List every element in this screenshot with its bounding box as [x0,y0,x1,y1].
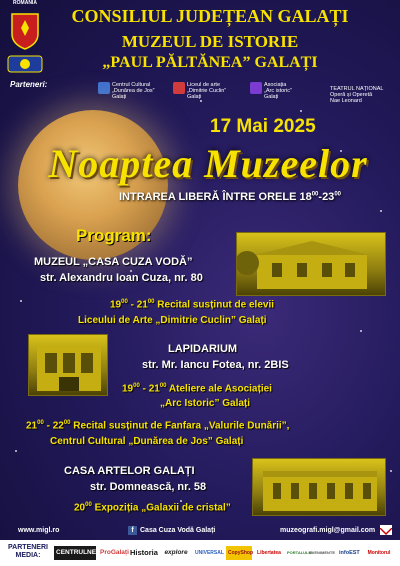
media-logo: ProGalați [100,549,129,556]
media-logo: Monitorul [367,550,391,556]
location-address: str. Alexandru Ioan Cuza, nr. 80 [40,272,203,284]
event-date: 17 Mai 2025 [210,116,316,137]
lapidarium-photo [28,334,108,396]
free-entry-notice: INTRAREA LIBERĂ ÎNTRE ORELE $18^{00}-23^{00}$ [118,191,341,203]
cultural-center-logo-icon [98,82,110,94]
location-address: str. Mr. Iancu Fotea, nr. 2BIS [142,359,289,371]
partner-national-theatre: TEATRUL NAȚIONAL Operă și Operetă Nae Leonard [330,86,384,104]
romania-label: ROMÂNIA [13,0,37,6]
location-address: str. Domnească, nr. 58 [90,481,207,493]
email-link[interactable]: muzeografi.migl@gmail.com [280,527,376,534]
location-title: CASA ARTELOR GALAȚI [64,465,195,477]
partner-label: Asociația „Arc istoric” Galați [264,82,292,100]
media-logo: CENTRULNEWS [54,546,96,560]
partner-label: Centrul Cultural „Dunărea de Jos” Galați [112,82,155,100]
event-title: Noaptea Muzeelor [48,141,368,186]
event-desc-1: Liceului de Arte „Dimitrie Cuclin” Galați [78,315,267,326]
media-logo: UNIVERSAL [195,550,224,556]
building-photo-icon [29,335,108,396]
media-partners-label: PARTENERI MEDIA: [8,544,48,559]
event-time-1: $19^{00} - 21^{00}$ Recital susținut de elevii [110,299,274,311]
event-time-3: $21^{00} - 22^{00}$ Recital susținut de Fanfara „Valurile Dunării”, [26,420,290,432]
facebook-icon: f [128,526,137,535]
location-title: LAPIDARIUM [168,343,238,355]
facebook-link[interactable]: Casa Cuza Vodă Galați [140,527,216,534]
arts-school-logo-icon [173,82,185,94]
media-logo: PORTALULUI [287,550,313,555]
media-logo: explore [164,549,188,556]
website-link[interactable]: www.migl.ro [18,527,60,534]
event-desc-3: Centrul Cultural „Dunărea de Jos” Galați [50,436,244,447]
media-logo: Historia [130,548,158,557]
email-envelope-icon [380,525,392,535]
media-logo: Libertatea [257,550,281,556]
header-museum: MUZEUL DE ISTORIE [121,32,299,51]
media-logo: CopyShop [226,546,252,560]
county-crest-icon [6,52,44,76]
program-heading: Program: [76,226,152,245]
media-logo: EVENIMENTE [309,550,336,555]
casa-cuza-voda-photo [236,232,386,296]
building-photo-icon [253,459,386,516]
romania-crest-icon [8,6,42,50]
header-museum-name: „PAUL PĂLTĂNEA” GALAȚI [102,54,318,71]
event-desc-2: „Arc Istoric” Galați [160,398,251,409]
arc-istoric-logo-icon [250,82,262,94]
partners-label: Parteneri: [10,80,48,89]
partner-label: Liceul de arte „Dimitrie Cuclin” Galați [187,82,227,100]
casa-artelor-photo [252,458,386,516]
header-council: CONSILIUL JUDEȚEAN GALAȚI [71,6,349,26]
building-photo-icon [237,233,386,296]
event-time-2: $19^{00} - 21^{00}$ Ateliere ale Asociației [122,383,272,395]
location-title: MUZEUL „CASA CUZA VODĂ” [34,256,193,268]
event-time-4: $20^{00}$ Expoziția „Galaxii de cristal” [74,502,231,514]
media-partners-bar [0,540,400,566]
media-logo: infoEST [339,550,360,556]
